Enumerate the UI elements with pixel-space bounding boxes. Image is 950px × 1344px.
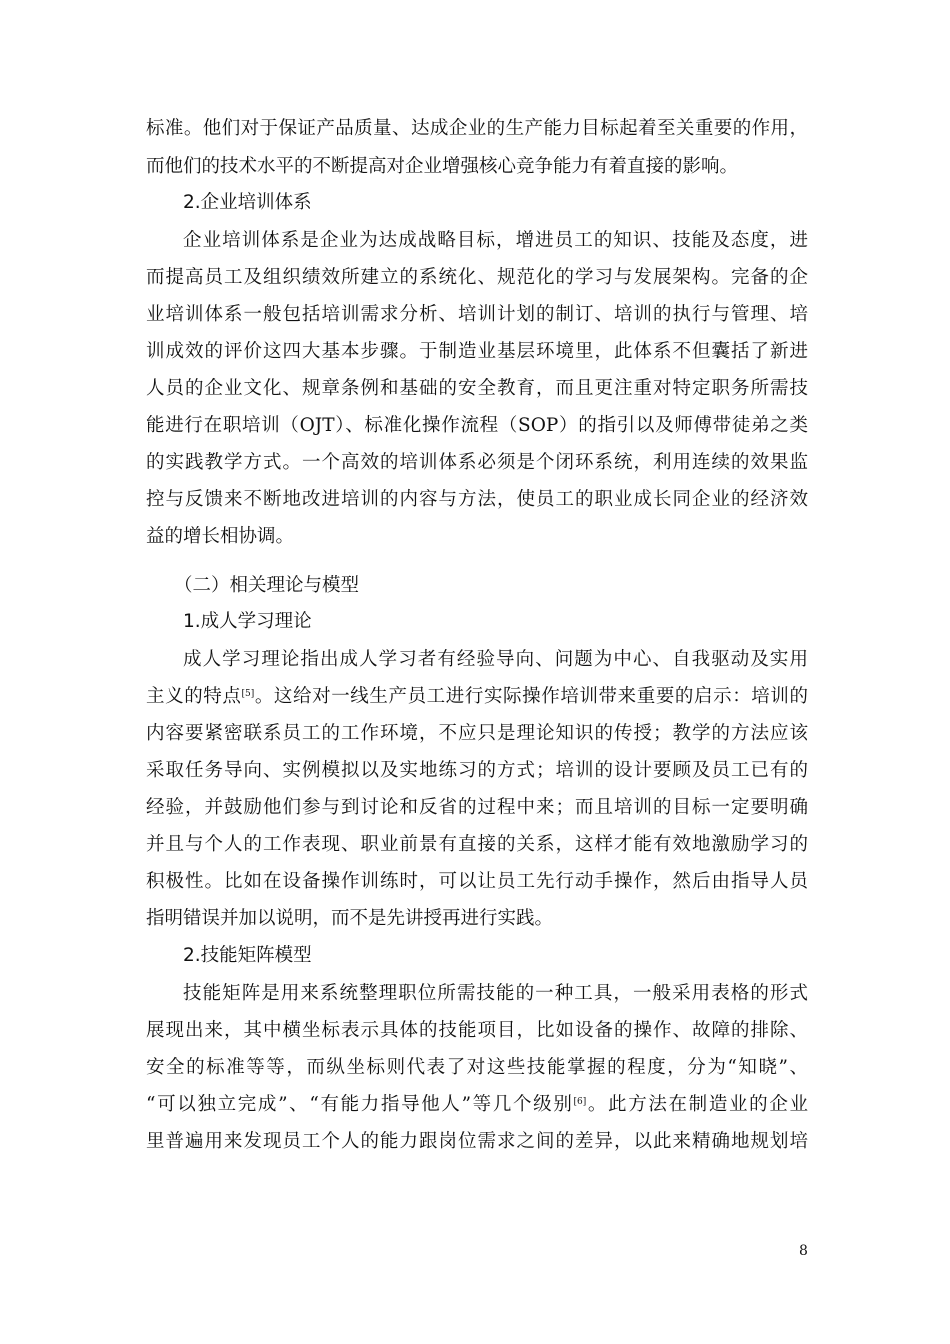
paragraph-line: 标准。他们对于保证产品质量、达成企业的生产能力目标起着至关重要的作用， bbox=[146, 118, 808, 139]
citation-ref[interactable]: [6] bbox=[573, 1097, 587, 1107]
subsection-heading: 2.企业培训体系 bbox=[183, 192, 312, 213]
paragraph-line bbox=[146, 1086, 808, 1124]
paragraph-line: 并且与个人的工作表现、职业前景有直接的关系，这样才能有效地激励学习的 bbox=[146, 834, 808, 855]
page-number: 8 bbox=[799, 1243, 808, 1259]
paragraph-line: 人员的企业文化、规章条例和基础的安全教育，而且更注重对特定职务所需技 bbox=[146, 378, 808, 399]
paragraph-text: 。这给对一线生产员工进行实际操作培训带来重要的启示：培训的 bbox=[254, 686, 808, 707]
subsection-heading: 2.技能矩阵模型 bbox=[183, 945, 312, 966]
paragraph-line: 展现出来，其中横坐标表示具体的技能项目，比如设备的操作、故障的排除、 bbox=[146, 1020, 808, 1041]
paragraph-line: 企业培训体系是企业为达成战略目标，增进员工的知识、技能及态度，进 bbox=[183, 230, 808, 251]
paragraph-line: 益的增长相协调。 bbox=[146, 526, 295, 547]
paragraph-line: 里普遍用来发现员工个人的能力跟岗位需求之间的差异，以此来精确地规划培 bbox=[146, 1131, 808, 1152]
paragraph-text: 主义的特点 bbox=[146, 686, 242, 707]
paragraph-line: 而提高员工及组织绩效所建立的系统化、规范化的学习与发展架构。完备的企 bbox=[146, 267, 808, 288]
paragraph-line bbox=[146, 678, 808, 716]
paragraph-line: 经验，并鼓励他们参与到讨论和反省的过程中来；而且培训的目标一定要明确 bbox=[146, 797, 808, 818]
paragraph-text: 。此方法在制造业的企业 bbox=[586, 1094, 808, 1115]
subsection-heading: 1.成人学习理论 bbox=[183, 611, 312, 632]
paragraph-line: 控与反馈来不断地改进培训的内容与方法，使员工的职业成长同企业的经济效 bbox=[146, 489, 808, 510]
paragraph-line: 的实践教学方式。一个高效的培训体系必须是个闭环系统，利用连续的效果监 bbox=[146, 452, 808, 473]
paragraph-line: 采取任务导向、实例模拟以及实地练习的方式；培训的设计要顾及员工已有的 bbox=[146, 760, 808, 781]
paragraph-line: 技能矩阵是用来系统整理职位所需技能的一种工具，一般采用表格的形式 bbox=[183, 983, 808, 1004]
paragraph-line: 业培训体系一般包括培训需求分析、培训计划的制订、培训的执行与管理、培 bbox=[146, 304, 808, 325]
paragraph-line: 而他们的技术水平的不断提高对企业增强核心竞争能力有着直接的影响。 bbox=[146, 156, 739, 177]
paragraph-text: “可以独立完成”、“有能力指导他人”等几个级别 bbox=[146, 1094, 574, 1115]
paragraph-line: 成人学习理论指出成人学习者有经验导向、问题为中心、自我驱动及实用 bbox=[183, 649, 808, 670]
paragraph-line: 内容要紧密联系员工的工作环境，不应只是理论知识的传授；教学的方法应该 bbox=[146, 723, 808, 744]
citation-ref[interactable]: [5] bbox=[241, 689, 255, 699]
paragraph-line: 安全的标准等等，而纵坐标则代表了对这些技能掌握的程度，分为“知晓”、 bbox=[146, 1057, 808, 1078]
paragraph-line: 训成效的评价这四大基本步骤。于制造业基层环境里，此体系不但囊括了新进 bbox=[146, 341, 808, 362]
paragraph-line: 积极性。比如在设备操作训练时，可以让员工先行动手操作，然后由指导人员 bbox=[146, 871, 808, 892]
paragraph-line: 能进行在职培训（OJT）、标准化操作流程（SOP）的指引以及师傅带徒弟之类 bbox=[146, 415, 808, 436]
paragraph-line: 指明错误并加以说明，而不是先讲授再进行实践。 bbox=[146, 908, 554, 929]
section-heading: （二）相关理论与模型 bbox=[174, 575, 360, 596]
